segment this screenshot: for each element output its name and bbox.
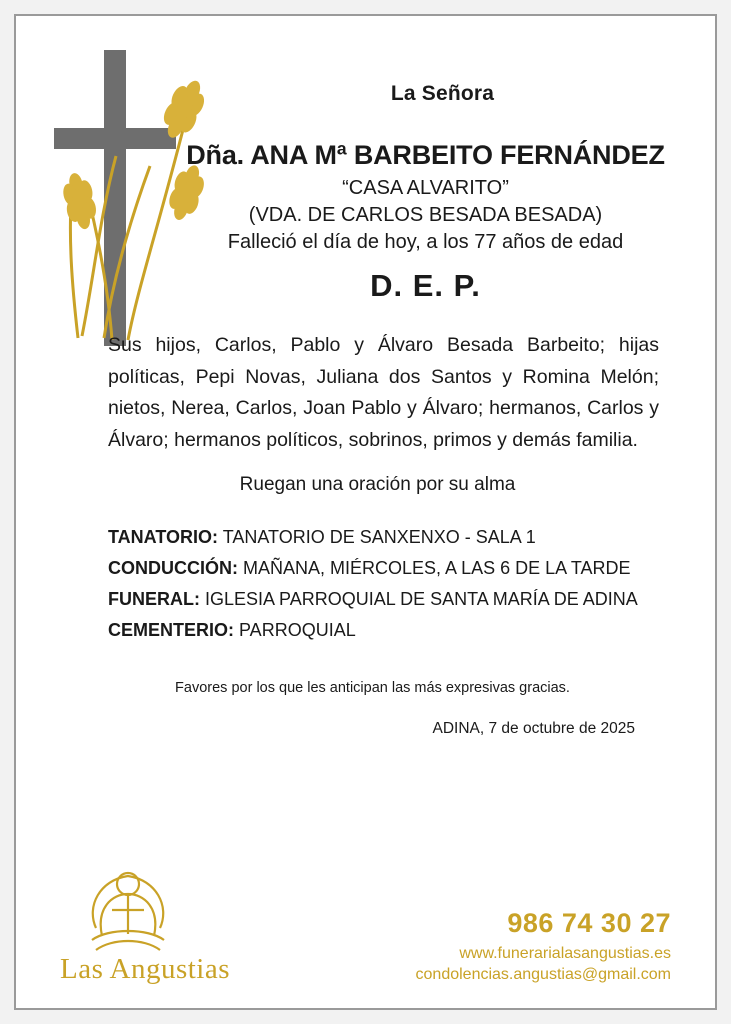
prayer-line: Ruegan una oración por su alma [239,474,516,496]
detail-value: PARROQUIAL [239,620,356,641]
email-link[interactable]: condolencias.angustias@gmail.com [415,966,671,983]
lead-line: La Señora [390,82,495,105]
detail-label: TANATORIO: [108,527,218,548]
phone-number[interactable]: 986 74 30 27 [507,908,671,938]
detail-row [108,553,669,584]
deceased-alias: “CASA ALVARITO” [342,177,509,199]
dep-line: D. E. P. [370,268,481,303]
detail-value: TANATORIO DE SANXENXO - SALA 1 [222,527,536,548]
deceased-spouse: (VDA. DE CARLOS BESADA BESADA) [248,204,603,226]
website-link[interactable]: www.funerarialasangustias.es [459,945,671,962]
detail-value: MAÑANA, MIÉRCOLES, A LAS 6 DE LA TARDE [243,558,631,579]
deceased-name: Dña. ANA Mª BARBEITO FERNÁNDEZ [186,140,665,170]
detail-row [108,615,669,646]
footer [16,854,715,994]
detail-value: IGLESIA PARROQUIAL DE SANTA MARÍA DE ADINA [205,589,638,610]
detail-label: FUNERAL: [108,589,200,610]
obituary-content [86,82,669,738]
detail-label: CONDUCCIÓN: [108,558,238,579]
place-date-line: ADINA, 7 de octubre de 2025 [432,720,635,738]
thanks-line: Favores por los que les anticipan las más expresivas gracias. [175,680,570,697]
detail-label: CEMENTERIO: [108,620,234,641]
service-details [86,522,669,646]
logo-wordmark: Las Angustias [60,953,231,985]
contact-block [416,908,671,984]
family-paragraph: Sus hijos, Carlos, Pablo y Álvaro Besada Barbeito; hijas políticas, Pepi Novas, Juliana dos Santos y Romina Melón; nietos, Nerea, Carlos, Joan Pablo y Álvaro; hermanos, Carlos y Álvaro; hermanos políticos, sobrinos, primos y demás familia. [108,334,659,451]
obituary-card [14,14,717,1010]
detail-row [108,522,669,553]
death-age-line: Falleció el día de hoy, a los 77 años de edad [227,231,624,253]
detail-row [108,584,669,615]
